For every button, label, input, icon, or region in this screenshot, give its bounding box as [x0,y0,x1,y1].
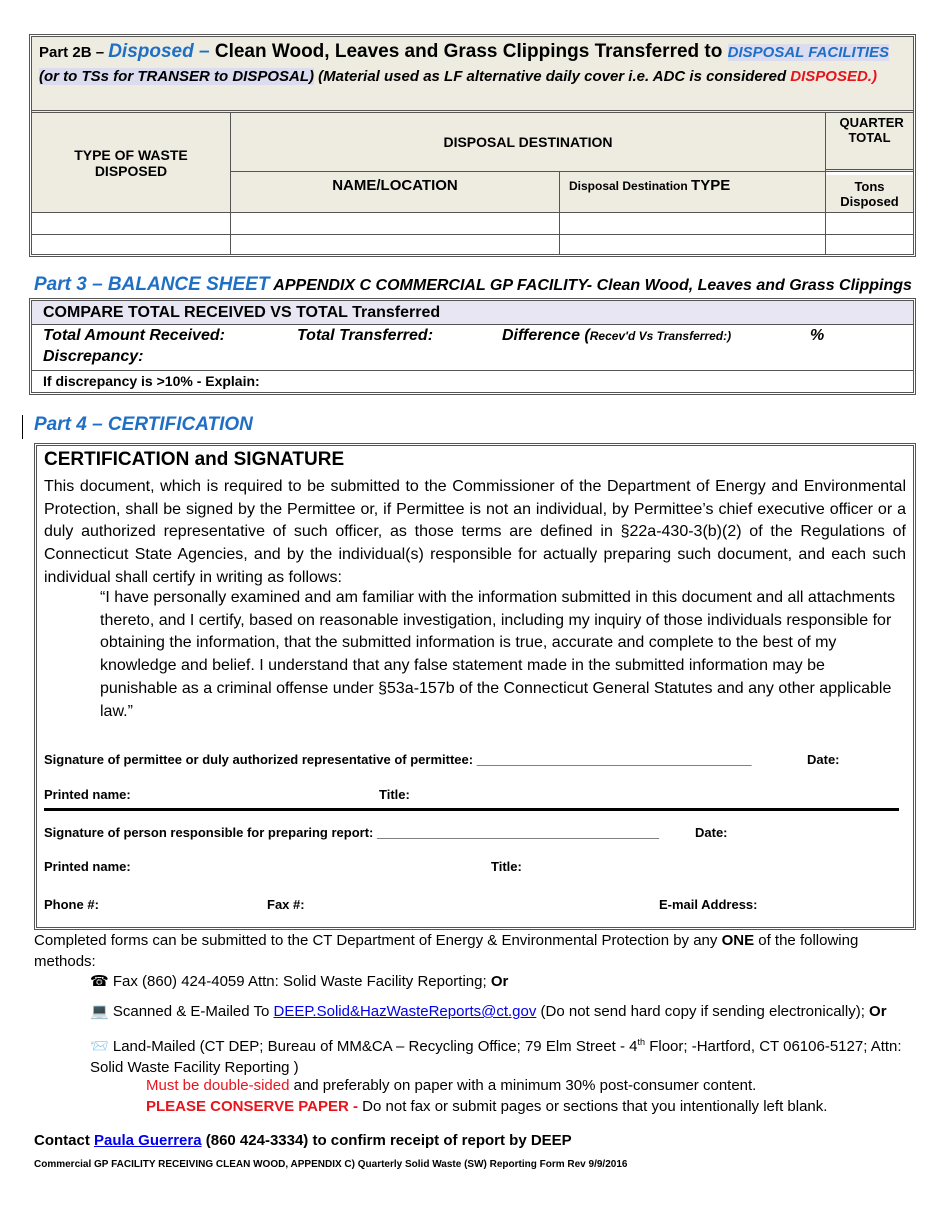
total-received-label: Total Amount Received: [43,327,225,344]
fax-or: Or [490,973,509,990]
col-dest-type-big: TYPE [691,177,731,194]
part2b-header [32,37,913,113]
mail-method [90,1032,910,1078]
contact-a: Contact [34,1132,94,1149]
email-method [90,1002,887,1020]
contact-line [34,1132,572,1149]
mail-sup: th [637,1037,646,1047]
mail-icon: 📨 [90,1038,109,1055]
conserve-rest: Do not fax or submit pages or sections that you intentionally left blank. [362,1098,828,1115]
part2b-disposed: Disposed – [108,41,210,62]
email-label[interactable]: E-mail Address: [659,897,758,912]
laptop-icon: 💻 [90,1003,109,1020]
part4-heading: Part 4 – CERTIFICATION [34,414,253,435]
conserve-note [146,1096,827,1117]
phone-label[interactable]: Phone #: [44,897,99,912]
date-label-2[interactable]: Date: [695,825,728,840]
balance-sheet-table [29,298,916,395]
title-label-2[interactable]: Title: [491,859,522,874]
compare-row: COMPARE TOTAL RECEIVED VS TOTAL Transferred [32,301,913,325]
percent-label: % [810,327,825,344]
scan-b: (Do not send hard copy if sending electronically); [536,1003,870,1020]
col-dest-type-small: Disposal Destination [569,179,692,193]
certification-box [34,443,916,930]
contact-b: (860 424-3334) to confirm receipt of report by DEEP [201,1132,572,1149]
divider [44,808,899,811]
cert-quote: “I have personally examined and am familiar with the information submitted in this document and all attachments thereto, and I certify, based on reasonable investigation, including my inquiry of those individuals responsible for obtaining the information, that the submitted information is true, accurate and complete to the best of my knowledge and belief. I understand that any false statement made in the submitted information may be punishable as a criminal offense under §53a-157b of the Connecticut General Statutes and any other applicable law.” [100,589,896,720]
fax-method-text: Fax (860) 424-4059 Attn: Solid Waste Facility Reporting; [108,973,491,990]
phone-icon: ☎ [90,973,109,990]
table-cell[interactable] [231,235,560,254]
col-type-label: TYPE OF WASTE DISPOSED [74,146,188,179]
fax-label[interactable]: Fax #: [267,897,305,912]
table-cell[interactable] [32,213,231,235]
col-disposal-destination [231,113,826,172]
email-link[interactable]: DEEP.Solid&HazWasteReports@ct.gov [273,1003,537,1020]
part2b-or-ts: (or to TSs for TRANSER to DISPOSAL) [39,68,314,85]
col-tons-disposed [826,175,913,213]
double-sided: Must be double-sided [146,1077,290,1094]
col-tons-label: Tons Disposed [840,178,899,209]
part3-heading-line [34,274,912,296]
difference-small: Recev'd Vs Transferred:) [589,329,732,343]
part2b-disposal-facilities: DISPOSAL FACILITIES [727,44,890,61]
contact-link[interactable]: Paula Guerrera [94,1132,202,1149]
col-dest-label: DISPOSAL DESTINATION [443,134,613,150]
difference-label [502,327,731,345]
col-quarter-total [826,113,913,172]
table-cell[interactable] [32,235,231,254]
sig-preparer-label[interactable]: Signature of person responsible for preparing report: _______________________________________ [44,825,659,840]
explain-label: If discrepancy is >10% - Explain: [43,373,260,389]
total-transferred-label: Total Transferred: [297,327,434,344]
table-cell[interactable] [826,235,913,254]
part3-heading: Part 3 – BALANCE SHEET [34,274,270,295]
sig-permittee-label[interactable]: Signature of permittee or duly authorized representative of permittee: ______________________________________ [44,752,752,767]
part2b-table [29,34,916,257]
title-label[interactable]: Title: [379,787,410,802]
col-quarter-label: QUARTER TOTAL [839,115,904,145]
submission-intro [34,930,916,972]
totals-row [32,325,913,371]
cert-body: This document, which is required to be submitted to the Commissioner of the Department of Energy and Environmental Protection, shall be signed by the Permittee or, if Permittee is not an individual, by Permittee’s chief executive officer or a duly authorized representative of such officer, as those terms are defined in §22a-430-3(b)(2) of the Regulations of Connecticut State Agencies, and by the individual(s) responsible for actually preparing such document, and each such individual shall certify in writing as follows: [44,478,906,586]
intro-b: of the following methods: [34,932,859,970]
form-footer: Commercial GP FACILITY RECEIVING CLEAN WOOD, APPENDIX C) Quarterly Solid Waste (SW) Reporting Form Rev 9/9/2016 [34,1159,628,1170]
printed-name-label[interactable]: Printed name: [44,787,131,802]
date-label[interactable]: Date: [807,752,840,767]
part3-subheading: APPENDIX C COMMERCIAL GP FACILITY- Clean Wood, Leaves and Grass Clippings [269,277,912,294]
scan-or: Or [869,1003,887,1020]
mail-b: Floor; -Hartford, CT 06106-5127; Attn: Solid Waste Facility Reporting ) [90,1038,902,1076]
intro-one: ONE [721,932,755,949]
mail-a: Land-Mailed (CT DEP; Bureau of MM&CA – Recycling Office; 79 Elm Street - 4 [108,1038,638,1055]
table-cell[interactable] [231,213,560,235]
paper-notes [146,1075,827,1117]
part2b-prefix: Part 2B – [39,44,109,61]
part2b-disposed-end: DISPOSED.) [790,68,877,85]
discrepancy-label: Discrepancy: [43,348,144,365]
difference-text: Difference ( [502,327,590,344]
part2b-title: Clean Wood, Leaves and Grass Clippings Transferred to [209,41,728,62]
cert-title: CERTIFICATION and SIGNATURE [44,449,345,470]
scan-a: Scanned & E-Mailed To [108,1003,274,1020]
fax-method [90,972,508,990]
table-cell[interactable] [560,213,826,235]
printed-name-label-2[interactable]: Printed name: [44,859,131,874]
col-name-label: NAME/LOCATION [332,177,458,194]
part2b-material: (Material used as LF alternative daily cover i.e. ADC is considered [314,68,791,85]
col-dest-type [560,172,826,213]
table-cell[interactable] [560,235,826,254]
text-cursor [22,415,23,439]
col-type-of-waste [32,113,231,213]
col-name-location [231,172,560,213]
conserve: PLEASE CONSERVE PAPER - [146,1098,363,1115]
table-cell[interactable] [826,213,913,235]
intro-a: Completed forms can be submitted to the CT Department of Energy & Environmental Protection by any [34,932,722,949]
double-rest: and preferably on paper with a minimum 30% post-consumer content. [289,1077,757,1094]
double-sided-note [146,1075,827,1096]
col-dest-type-label [569,177,730,194]
